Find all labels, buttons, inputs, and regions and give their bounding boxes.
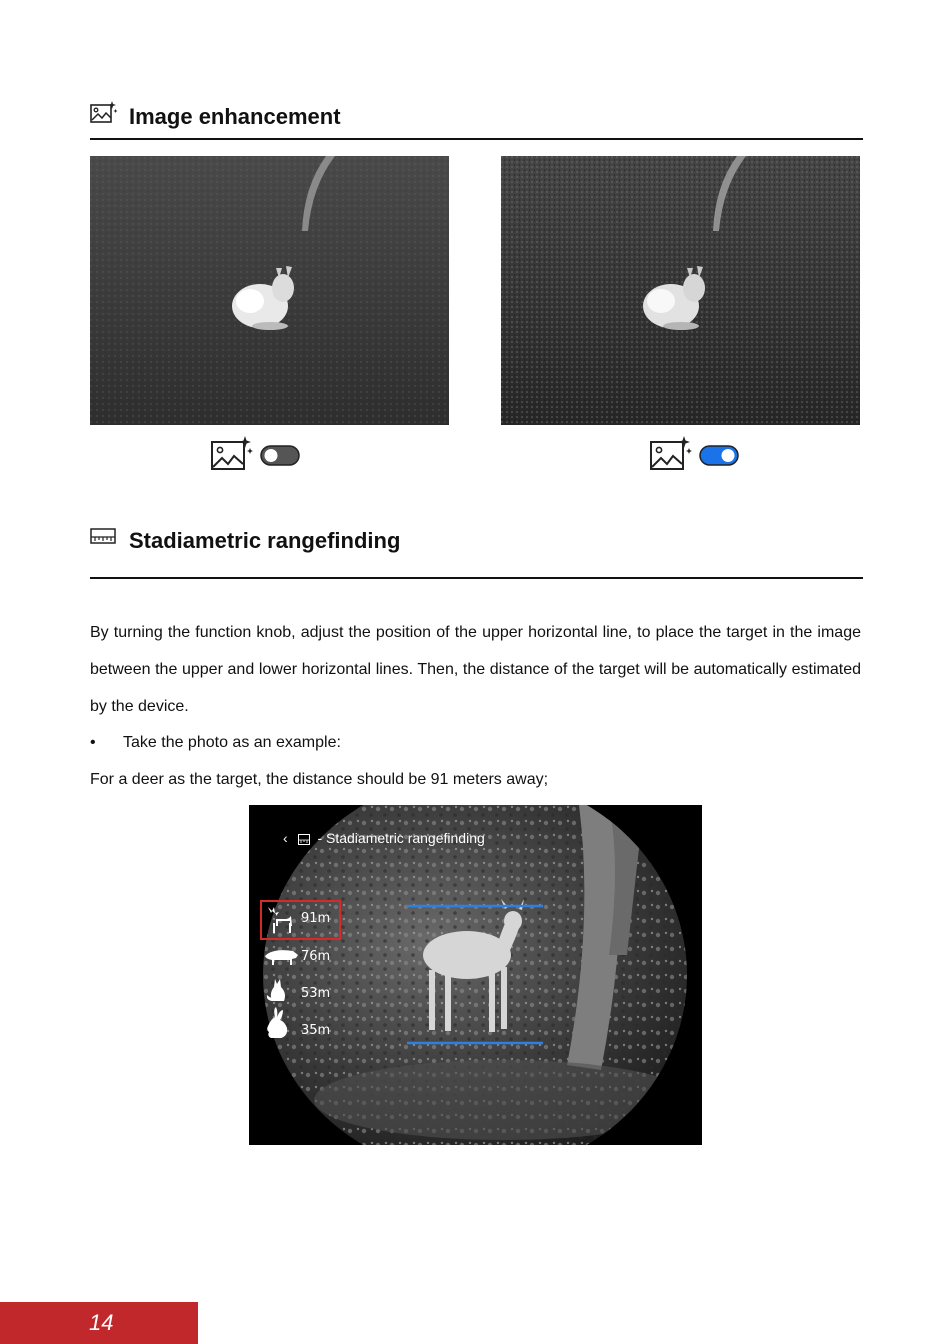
bullet-item (90, 734, 341, 752)
page-number: 14 (89, 1310, 114, 1335)
section-title: Image enhancement (129, 104, 341, 129)
image-enhance-icon (90, 100, 118, 129)
bullet-symbol: • (90, 734, 96, 751)
section-divider (90, 577, 863, 579)
rangefinding-mode-icon (298, 830, 314, 846)
description-paragraph: By turning the function knob, adjust the position of the upper horizontal line, to place the target in the image between the upper and lower horizontal lines. Then, the distance of the target will be automatically estimated by the device. (90, 624, 861, 715)
section-divider (90, 138, 863, 140)
bullet-text: Take the photo as an example: (123, 734, 341, 751)
enhancement-toggle-off-group (211, 436, 303, 472)
scope-header (283, 830, 485, 846)
section-title: Stadiametric rangefinding (129, 528, 401, 553)
toggle-switch-on[interactable] (700, 446, 738, 465)
distance-fox: 53m (301, 986, 331, 1001)
image-enhance-icon (651, 436, 692, 469)
thermal-image-enhancement-on (501, 156, 860, 425)
ruler-icon (90, 528, 116, 549)
scope-title: - Stadiametric rangefinding (317, 830, 485, 846)
rangefinder-screenshot (249, 805, 702, 1145)
section-header-stadiametric (90, 524, 863, 579)
distance-boar: 76m (301, 949, 331, 964)
back-icon[interactable]: ‹ (283, 830, 288, 846)
thermal-image-enhancement-off (90, 156, 449, 425)
enhancement-toggle-on-group (650, 436, 742, 472)
distance-deer: 91m (301, 911, 331, 926)
image-enhance-icon (212, 436, 253, 469)
distance-rabbit: 35m (301, 1023, 331, 1038)
example-text: For a deer as the target, the distance should be 91 meters away; (90, 771, 549, 788)
section-header-image-enhancement (90, 100, 863, 140)
toggle-switch-off[interactable] (261, 446, 299, 465)
